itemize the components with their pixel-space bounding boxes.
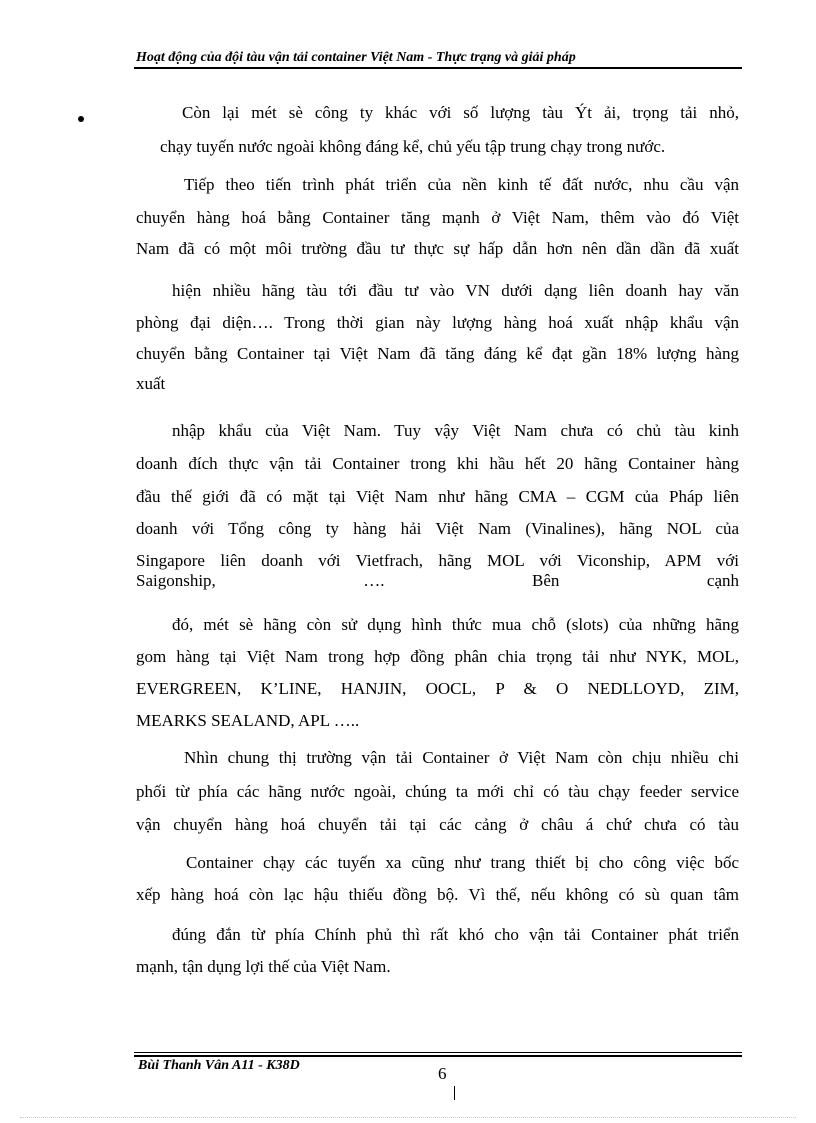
text-line: chuyển hàng hoá bằng Container tăng mạnh ở Việt Nam, thêm vào đó Việt <box>136 208 739 227</box>
text-line: xuất <box>136 374 166 393</box>
text-line: Nhìn chung thị trường vận tải Container ở Việt Nam còn chịu nhiều chi <box>184 748 739 767</box>
footer-tick-mark <box>454 1086 455 1100</box>
text-line: chuyển bằng Container tại Việt Nam đã tăng đáng kể đạt gần 18% lượng hàng <box>136 344 739 363</box>
page-number: 6 <box>438 1064 447 1083</box>
text-line: doanh với Tổng công ty hàng hải Việt Nam (Vinalines), hãng NOL của <box>136 519 739 538</box>
text-line: doanh đích thực vận tải Container trong khi hầu hết 20 hãng Container hàng <box>136 454 739 473</box>
footer-rule <box>134 1055 742 1057</box>
text-line: gom hàng tại Việt Nam trong hợp đồng phân chia trọng tải như NYK, MOL, <box>136 647 739 666</box>
bullet-icon <box>76 114 86 124</box>
text-line: phối từ phía các hãng nước ngoài, chúng ta mới chỉ có tàu chạy feeder service <box>136 782 739 801</box>
text-line: nhập khẩu của Việt Nam. Tuy vậy Việt Nam chưa có chủ tàu kinh <box>172 421 739 440</box>
text-line: đó, mét sè hãng còn sử dụng hình thức mua chỗ (slots) của những hãng <box>172 615 739 634</box>
text-line: mạnh, tận dụng lợi thế của Việt Nam. <box>136 957 391 976</box>
text-line: đúng đắn từ phía Chính phủ thì rất khó cho vận tải Container phát triển <box>172 925 739 944</box>
text-line: Nam đã có một môi trường đầu tư thực sự hấp dẫn hơn nên dần dần đã xuất <box>136 239 739 258</box>
footer-author: Bùi Thanh Vân A11 - K38D <box>138 1058 300 1073</box>
text-line: xếp hàng hoá còn lạc hậu thiếu đồng bộ. Vì thế, nếu không có sù quan tâm <box>136 885 739 904</box>
text-line: Container chạy các tuyến xa cũng như trang thiết bị cho công việc bốc <box>186 853 739 872</box>
text-line: Còn lại mét sè công ty khác với số lượng tàu Ýt ải, trọng tải nhỏ, <box>182 103 739 122</box>
text-line: hiện nhiều hãng tàu tới đầu tư vào VN dưới dạng liên doanh hay văn <box>172 281 739 300</box>
text-line: vận chuyển hàng hoá chuyển tải tại các cảng ở châu á chứ chưa có tàu <box>136 815 739 834</box>
text-line: MEARKS SEALAND, APL ….. <box>136 711 360 730</box>
text-line: phòng đại diện…. Trong thời gian này lượng hàng hoá xuất nhập khẩu vận <box>136 313 739 332</box>
text-line: EVERGREEN, K’LINE, HANJIN, OOCL, P & O NEDLLOYD, ZIM, <box>136 679 739 698</box>
running-header-title: Hoạt động của đội tàu vận tải container Việt Nam - Thực trạng và giải pháp <box>136 50 576 65</box>
footer-rule <box>134 1052 742 1053</box>
header-rule <box>134 67 742 69</box>
text-line: Tiếp theo tiến trình phát triển của nền kinh tế đất nước, nhu cầu vận <box>184 175 739 194</box>
text-line: Saigonship, …. Bên cạnh <box>136 571 739 590</box>
text-line: chạy tuyến nước ngoài không đáng kể, chủ yếu tập trung chạy trong nước. <box>160 137 666 156</box>
text-line: đầu thế giới đã có mặt tại Việt Nam như hãng CMA – CGM của Pháp liên <box>136 487 739 506</box>
text-line: Singapore liên doanh với Vietfrach, hãng MOL với Viconship, APM với <box>136 551 739 570</box>
page-edge-dotted-line <box>20 1117 796 1118</box>
